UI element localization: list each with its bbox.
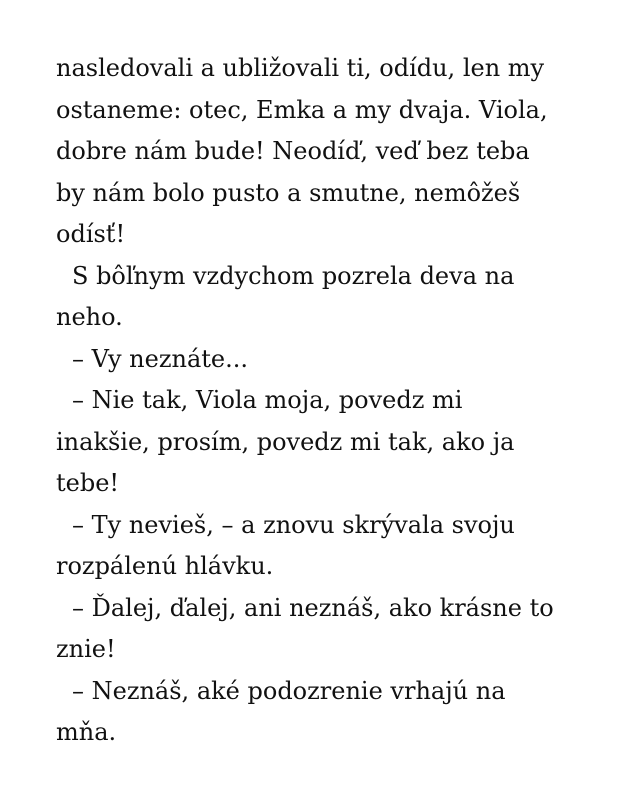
text-line: by nám bolo pusto a smutne, nemôžeš — [56, 178, 521, 207]
text-line: znie! — [56, 635, 116, 663]
text-line: – Nie tak, Viola moja, povedz mi — [72, 386, 463, 414]
text-line: – Neznáš, aké podozrenie vrhajú na — [72, 676, 506, 705]
text-line: ostaneme: otec, Emka a my dvaja. Viola, — [56, 95, 548, 124]
text-line: – Ty nevieš, – a znovu skrývala svoju — [72, 510, 515, 539]
text-line: – Vy neznáte... — [72, 344, 248, 373]
text-line: rozpálenú hlávku. — [56, 552, 274, 580]
text-line: nasledovali a ubližovali ti, odídu, len my — [56, 54, 545, 82]
page-text — [56, 48, 596, 754]
text-line: S bôľnym vzdychom pozrela deva na — [72, 261, 515, 290]
text-line: inakšie, prosím, povedz mi tak, ako ja — [56, 427, 515, 456]
text-line: mňa. — [56, 718, 117, 746]
text-line: odísť! — [56, 220, 126, 248]
text-line: neho. — [56, 303, 123, 331]
text-line: – Ďalej, ďalej, ani neznáš, ako krásne to — [72, 593, 554, 622]
text-line: tebe! — [56, 469, 120, 497]
text-line: dobre nám bude! Neodíď, veď bez teba — [56, 137, 530, 165]
